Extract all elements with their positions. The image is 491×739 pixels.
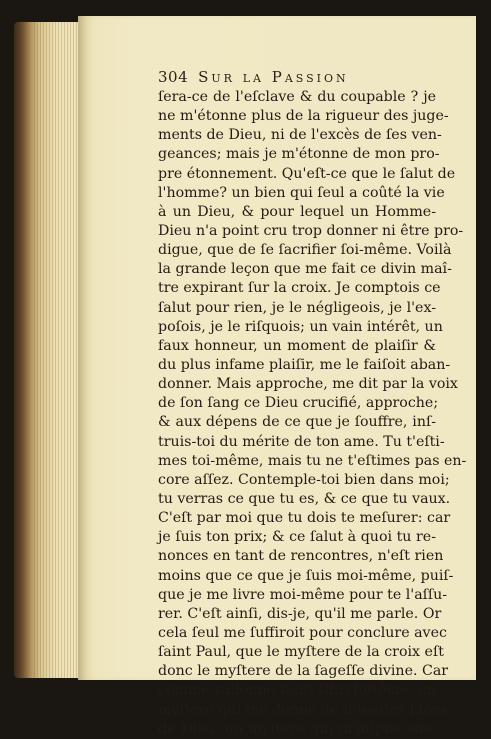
page-header bbox=[158, 68, 458, 90]
text-line: de Dieu, un myſtere qui m'inſpire une bbox=[158, 720, 436, 737]
text-line: ne m'étonne plus de la rigueur des juge- bbox=[158, 108, 449, 125]
text-line: C'eſt par moi que tu dois te meſurer: car bbox=[158, 510, 451, 527]
text-line: ſalut pour rien, je le négligeois, je l'ex- bbox=[158, 299, 436, 316]
text-line: poſois, je le riſquois; un vain intérêt, un bbox=[158, 318, 443, 335]
text-line: je ſuis ton prix; & ce ſalut à quoi tu re- bbox=[158, 529, 436, 546]
text-line: donner. Mais approche, me dit par la voix bbox=[158, 376, 458, 393]
text-line: Dieu n'a point cru trop donner ni être pro- bbox=[158, 222, 464, 239]
text-line: comme raiſonne ſaint Chryſoſtôme, un bbox=[158, 682, 436, 699]
text-line: la grande leçon que me fait ce divin maî- bbox=[158, 261, 452, 278]
text-line: pre étonnement. Qu'eſt-ce que le ſalut de bbox=[158, 165, 456, 182]
page-number: 304 bbox=[158, 68, 189, 86]
text-line: donc le myſtere de la ſageſſe divine. Car bbox=[158, 663, 449, 680]
running-title: Sur la Passion bbox=[198, 68, 349, 86]
text-line: ſera-ce de l'eſclave & du coupable ? je bbox=[158, 89, 436, 105]
body-text bbox=[158, 88, 467, 739]
text-line: nonces en tant de rencontres, n'eſt rien bbox=[158, 548, 444, 565]
text-line: geances; mais je m'étonne de mon pro- bbox=[158, 146, 440, 163]
text-line: cela ſeul me ſuffiroit pour conclure avec bbox=[158, 624, 447, 641]
text-line: l'homme? un bien qui ſeul a coûté la vie bbox=[158, 184, 445, 201]
text-line: & aux dépens de ce que je ſouffre, inſ- bbox=[158, 414, 436, 431]
text-line: rer. C'eſt ainſi, dis-je, qu'il me parle. Or bbox=[158, 605, 442, 622]
text-line: faux honneur, un moment de plaiſir & bbox=[158, 337, 436, 354]
text-line: du plus infame plaiſir, me le faiſoit aban- bbox=[158, 356, 451, 373]
text-line: ſaint Paul, que le myſtere de la croix eſt bbox=[158, 644, 444, 661]
text-line: moins que ce que je ſuis moi-même, puiſ- bbox=[158, 567, 454, 584]
text-line: myſtere qui me donne de ſi hautes idées bbox=[158, 701, 448, 718]
text-line: de ſon ſang ce Dieu crucifié, approche; bbox=[158, 395, 439, 412]
text-line: tre expirant ſur la croix. Je comptois ce bbox=[158, 280, 441, 297]
text-line: digue, que de ſe ſacrifier ſoi-même. Voilà bbox=[158, 242, 452, 259]
text-line: à un Dieu, & pour lequel un Homme- bbox=[158, 203, 436, 220]
text-line: ments de Dieu, ni de l'excès de ſes ven- bbox=[158, 127, 442, 144]
text-line: que je me livre moi-même pour te l'aſſu- bbox=[158, 586, 448, 603]
text-line: mes toi-même, mais tu ne t'eſtimes pas en- bbox=[158, 452, 467, 469]
text-line: truis-toi du mérite de ton ame. Tu t'eſti- bbox=[158, 433, 445, 450]
text-line: tu verras ce que tu es, & ce que tu vaux. bbox=[158, 490, 451, 507]
text-line: core aſſez. Contemple-toi bien dans moi; bbox=[158, 471, 450, 488]
